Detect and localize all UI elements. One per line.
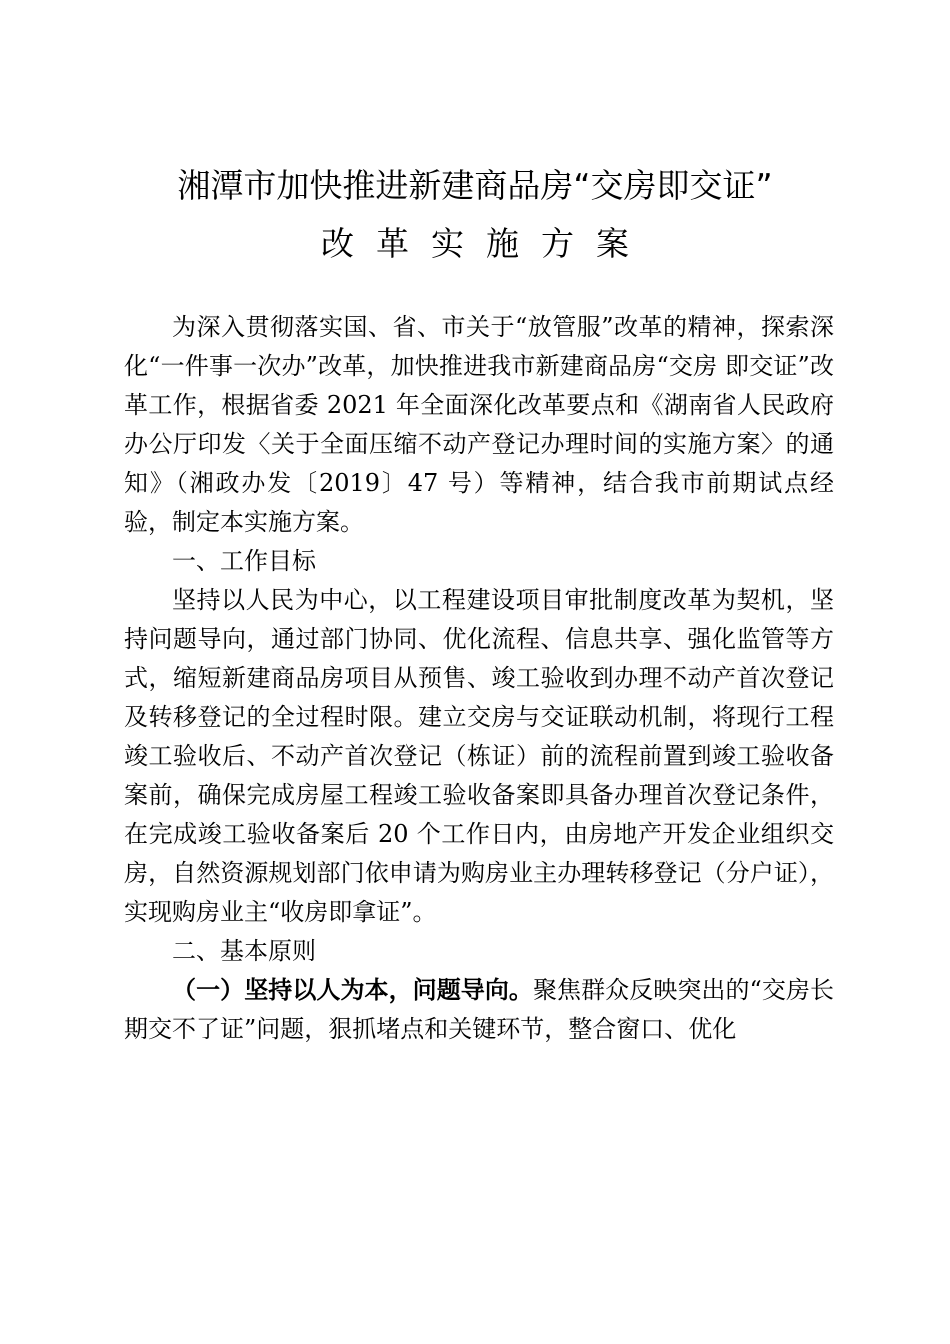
section-heading-goals: 一、工作目标 — [172, 547, 316, 575]
principle-1-text: 聚焦群众反映突出的“交房长期交不了证”问题，狠抓堵点和关键环节，整合窗口、优化 — [124, 976, 835, 1043]
goals-paragraph: 坚持以人民为中心，以工程建设项目审批制度改革为契机，坚持问题导向，通过部门协同、优化流程、信息共享、强化监管等方式，缩短新建商品房项目从预售、竣工验收到办理不动产首次登记及转移登记的全过程时限。建立交房与交证联动机制，将现行工程竣工验收后、不动产首次登记（栋证）前的流程前置到竣工验收备案前，确保完成房屋工程竣工验收备案即具备办理首次登记条件，在完成竣工验收备案后 20 个工作日内，由房地产开发企业组织交房，自然资源规划部门依申请为购房业主办理转移登记（分户证），实现购房业主“收房即拿证”。 — [124, 586, 834, 926]
document-title-line-1: 湘潭市加快推进新建商品房“交房即交证” — [177, 166, 773, 205]
principle-1-lead: （一）坚持以人为本，问题导向。 — [172, 976, 533, 1004]
principle-1-paragraph — [124, 971, 834, 1049]
document-title-line-2: 改革实施方案 — [321, 224, 651, 263]
document-body — [124, 308, 834, 1049]
intro-paragraph: 为深入贯彻落实国、省、市关于“放管服”改革的精神，探索深化“一件事一次办”改革，加快推进我市新建商品房“交房 即交证”改革工作，根据省委 2021 年全面深化改革要点和《湖南省人民政府办公厅印发〈关于全面压缩不动产登记办理时间的实施方案〉的通知》（湘政办发〔2019〕47 号）等精神，结合我市前期试点经验，制定本实施方案。 — [124, 313, 834, 536]
section-heading-principles: 二、基本原则 — [172, 937, 316, 965]
